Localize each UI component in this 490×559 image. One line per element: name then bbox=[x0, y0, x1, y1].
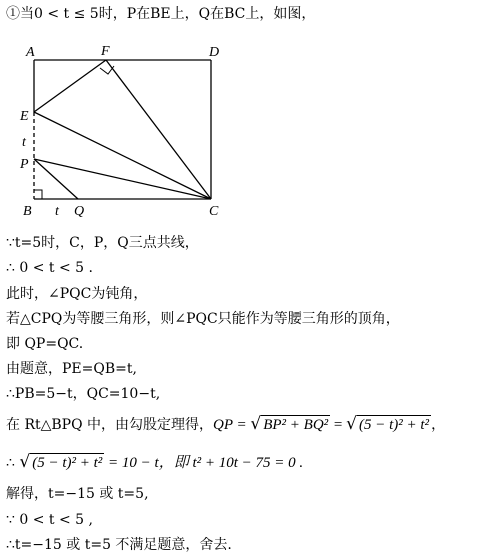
label-A: A bbox=[26, 45, 35, 60]
label-B: B bbox=[23, 204, 32, 219]
solution-line-8: 在 Rt△BPQ 中，由勾股定理得，QP = √ BP² + BQ² = √ (5 − t)² + t² ， bbox=[6, 414, 446, 434]
label-F: F bbox=[101, 44, 110, 59]
equation-rest: = 10 − t，即 t² + 10t − 75 = 0 . bbox=[104, 455, 304, 471]
condition-header: ①当0 < t ≤ 5时，P在BE上，Q在BC上，如图， bbox=[6, 6, 316, 22]
solution-line-9: ∴ √ (5 − t)² + t² = 10 − t，即 t² + 10t − 75 = 0 . bbox=[6, 452, 304, 472]
label-t-horizontal: t bbox=[55, 204, 59, 219]
solution-line-6: 由题意，PE=QB=t, bbox=[6, 361, 137, 377]
solution-line-11: ∵ 0 < t < 5 , bbox=[6, 512, 93, 528]
comma: ， bbox=[431, 417, 446, 433]
segment-PC bbox=[34, 159, 211, 199]
label-t-vertical: t bbox=[22, 135, 26, 150]
label-D: D bbox=[209, 45, 220, 60]
solution-line-5: 即 QP=QC. bbox=[6, 336, 84, 352]
solution-line-12: ∴t=−15 或 t=5 不满足题意，舍去. bbox=[6, 537, 232, 553]
label-E: E bbox=[20, 109, 29, 124]
segment-EC bbox=[34, 112, 211, 199]
sqrt-expression: (5 − t)² + t² bbox=[358, 417, 430, 433]
sqrt-bp-bq: BP² + BQ² bbox=[263, 417, 329, 433]
equals-sign: = bbox=[330, 417, 347, 433]
right-angle-mark-B bbox=[34, 190, 42, 199]
therefore-sign: ∴ bbox=[6, 455, 20, 471]
solution-line-4: 若△CPQ为等腰三角形，则∠PQC只能作为等腰三角形的顶角， bbox=[6, 311, 400, 327]
label-C: C bbox=[209, 204, 219, 219]
segment-FC bbox=[106, 60, 211, 199]
solution-line-2: ∴ 0 < t < 5 . bbox=[6, 260, 93, 276]
solution-line-1: ∵t=5时，C，P，Q三点共线， bbox=[6, 235, 199, 251]
label-P: P bbox=[20, 157, 29, 172]
solution-line-10: 解得，t=−15 或 t=5, bbox=[6, 486, 149, 502]
label-Q: Q bbox=[74, 204, 85, 219]
segment-EF bbox=[34, 60, 106, 112]
solution-line-3: 此时，∠PQC为钝角， bbox=[6, 286, 148, 302]
pythagoras-intro: 在 Rt△BPQ 中，由勾股定理得， bbox=[6, 417, 214, 433]
solution-line-7: ∴PB=5−t，QC=10−t, bbox=[6, 386, 161, 402]
qp-lhs: QP = bbox=[213, 417, 251, 433]
sqrt-expression-2: (5 − t)² + t² bbox=[32, 455, 103, 471]
segment-PQ bbox=[34, 159, 78, 199]
